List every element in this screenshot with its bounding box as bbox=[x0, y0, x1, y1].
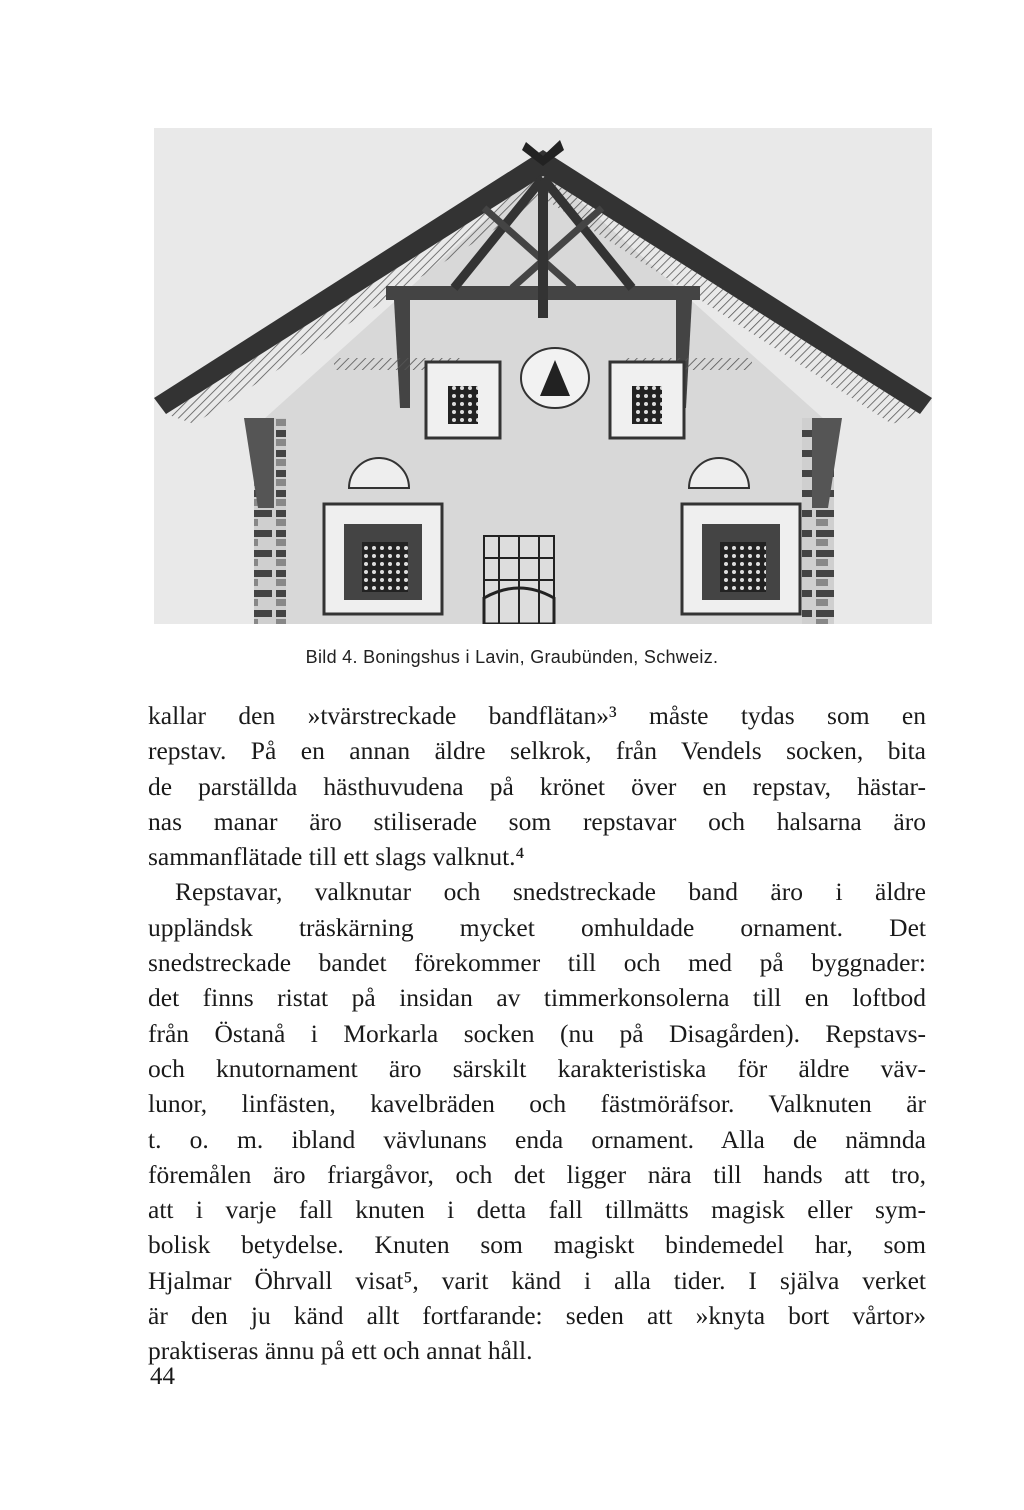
text-line: att i varje fall knuten i detta fall tillmätts magisk eller sym- bbox=[148, 1195, 926, 1225]
text-line: lunor, linfästen, kavelbräden och fästmöräfsor. Valknuten är bbox=[148, 1089, 926, 1119]
text-line: Hjalmar Öhrvall visat⁵, varit känd i alla tider. I själva verket bbox=[148, 1265, 926, 1295]
text-line: föremålen äro friargåvor, och det ligger nära till hands att tro, bbox=[148, 1159, 926, 1189]
text-line: uppländsk träskärning mycket omhuldade ornament. Det bbox=[148, 912, 926, 942]
text-line: det finns ristat på insidan av timmerkonsolerna till en loftbod bbox=[148, 983, 926, 1013]
house-illustration bbox=[154, 128, 932, 624]
body-text bbox=[148, 698, 926, 1369]
text-line: praktiseras ännu på ett och annat håll. bbox=[148, 1336, 533, 1366]
text-line: nas manar äro stiliserade som repstavar och halsarna äro bbox=[148, 806, 926, 836]
text-line: t. o. m. ibland vävlunans enda ornament. Alla de nämnda bbox=[148, 1124, 926, 1154]
text-line: kallar den »tvärstreckade bandflätan»³ måste tydas som en bbox=[148, 701, 926, 730]
text-line: sammanflätade till ett slags valknut.⁴ bbox=[148, 842, 525, 872]
text-line: repstav. På en annan äldre selkrok, från Vendels socken, bita bbox=[148, 736, 926, 766]
text-line: är den ju känd allt fortfarande: seden att »knyta bort vårtor» bbox=[148, 1301, 926, 1331]
text-line: Repstavar, valknutar och snedstreckade band äro i äldre bbox=[175, 877, 926, 907]
text-line: bolisk betydelse. Knuten som magiskt bindemedel har, som bbox=[148, 1230, 926, 1260]
text-line: och knutornament äro särskilt karakteristiska för äldre väv- bbox=[148, 1053, 926, 1083]
page-number: 44 bbox=[150, 1363, 175, 1390]
text-line: de parställda hästhuvudena på krönet över en repstav, hästar- bbox=[148, 771, 926, 801]
text-line: från Östanå i Morkarla socken (nu på Disagården). Repstavs- bbox=[148, 1018, 926, 1048]
figure-caption: Bild 4. Boningshus i Lavin, Graubünden, Schweiz. bbox=[305, 647, 719, 667]
text-line: snedstreckade bandet förekommer till och med på byggnader: bbox=[148, 948, 926, 978]
